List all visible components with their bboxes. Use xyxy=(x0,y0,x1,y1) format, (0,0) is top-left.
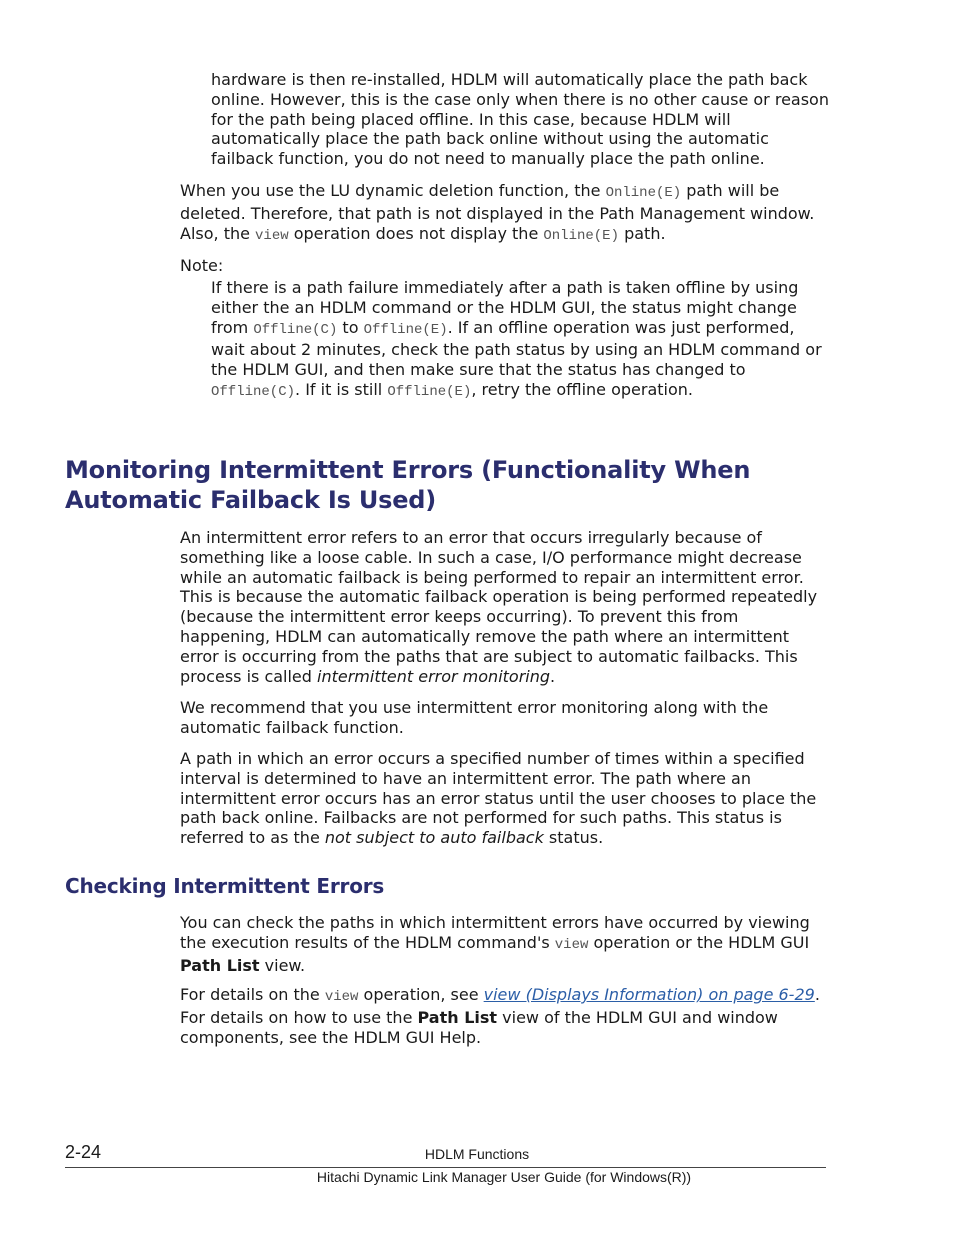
emphasis-term: intermittent error monitoring xyxy=(317,666,551,686)
paragraph: A path in which an error occurs a specified number of times within a specified interval is determined to have an intermittent error. The path where an intermittent error occurs has an error status until the user chooses to place the path back online. Failbacks are not performed for such paths. This status is referred to as the not subject to auto failback status. xyxy=(180,749,817,848)
page-number: 2-24 xyxy=(65,1142,102,1162)
footer-chapter: HDLM Functions xyxy=(424,1146,530,1162)
subsection-paragraph-2 xyxy=(180,985,830,1047)
subsection-paragraph-1 xyxy=(180,913,830,975)
note-body xyxy=(211,278,831,403)
code-text: Offline(C) xyxy=(211,383,296,400)
paragraph: hardware is then re-installed, HDLM will automatically place the path back online. However, this is the case only when there is no other cause or reason for the path being placed offline. In this case, because HDLM will automatically place the path back online without using the automatic failback function, you do not need to manually place the path online. xyxy=(211,70,829,169)
code-text: view xyxy=(324,989,359,1005)
code-text: Online(E) xyxy=(605,185,682,201)
code-text: view xyxy=(554,936,589,953)
footer-guide-title: Hitachi Dynamic Link Manager User Guide (for Windows(R)) xyxy=(316,1169,692,1185)
section-paragraph-2 xyxy=(180,698,830,738)
subsection-heading: Checking Intermittent Errors xyxy=(65,874,385,898)
ui-term: Path List xyxy=(417,1007,498,1027)
note-label: Note: xyxy=(180,256,224,275)
intro-continuation xyxy=(211,70,831,169)
code-text: Offline(E) xyxy=(387,383,472,400)
ui-term: Path List xyxy=(180,955,260,975)
cross-reference-link[interactable]: view (Displays Information) on page 6-29 xyxy=(483,985,815,1004)
code-text: Offline(C) xyxy=(253,321,338,338)
paragraph: When you use the LU dynamic deletion function, the Online(E) path will be deleted. Therefore, that path is not displayed in the Path Management window. Also, the view operation does not display the Online(E) path. xyxy=(180,181,815,244)
footer-divider xyxy=(65,1167,826,1168)
paragraph: For details on the view operation, see view (Displays Information) on page 6-29. For details on how to use the Path List view of the HDLM GUI and window components, see the HDLM GUI Help. xyxy=(180,985,820,1047)
paragraph: You can check the paths in which intermittent errors have occurred by viewing the execution results of the HDLM command's view operation or the HDLM GUI Path List view. xyxy=(180,913,810,975)
code-text: view xyxy=(255,227,289,244)
paragraph: We recommend that you use intermittent error monitoring along with the automatic failback function. xyxy=(180,698,769,737)
code-text: Online(E) xyxy=(543,227,619,244)
paragraph: If there is a path failure immediately after a path is taken offline by using either the an HDLM command or the HDLM GUI, the status might change from Offline(C) to Offline(E). If an offline operation was just performed, wait about 2 minutes, check the path status by using an HDLM command or the HDLM GUI, and then make sure that the status has changed to Offline(C). If it is still Offline(E), retry the offline operation. xyxy=(211,278,822,400)
section-paragraph-3 xyxy=(180,749,830,848)
section-heading: Monitoring Intermittent Errors (Functionality When Automatic Failback Is Used) xyxy=(65,456,751,514)
lu-deletion-paragraph xyxy=(180,181,830,246)
emphasis-term: not subject to auto failback xyxy=(324,828,544,848)
section-paragraph-1 xyxy=(180,528,830,686)
code-text: Offline(E) xyxy=(363,321,448,338)
paragraph: An intermittent error refers to an error that occurs irregularly because of something like a loose cable. In such a case, I/O performance might decrease while an automatic failback is being performed to repair an intermittent error. This is because the automatic failback operation is being performed repeatedly (because the intermittent error keeps occurring). To prevent this from happening, HDLM can automatically remove the path where an intermittent error is occurring from the paths that are subject to automatic failbacks. This process is called intermittent error monitoring. xyxy=(180,528,818,686)
